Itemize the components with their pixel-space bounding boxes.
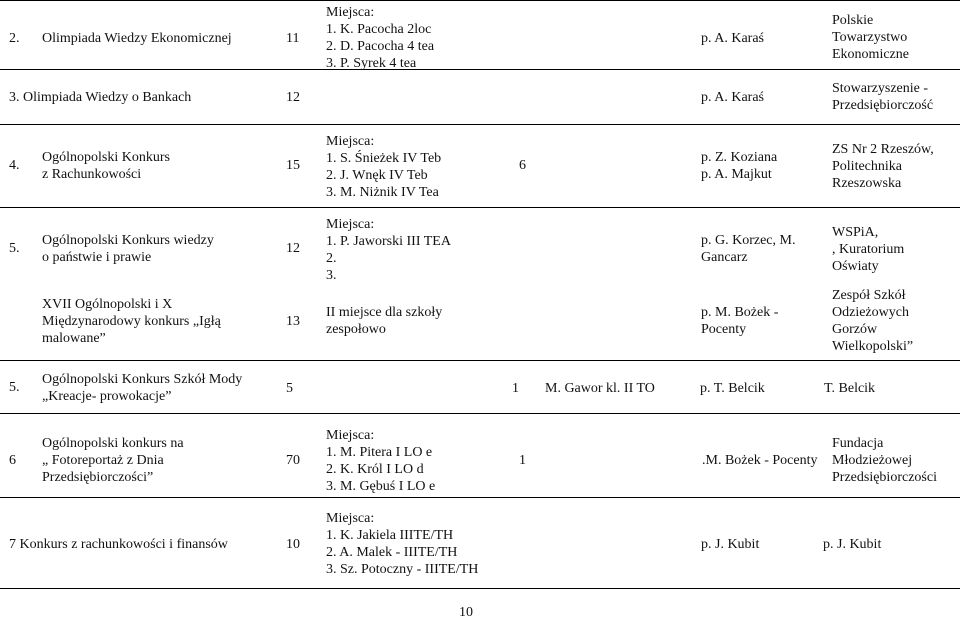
row3-organizer [832,141,934,192]
row2-participants: 12 [286,90,300,105]
row4-places-line: 1. P. Jaworski III TEA [326,234,451,249]
row4-teacher-line: Gancarz [701,250,748,265]
row1-organizer-line: Polskie [832,13,874,28]
row4-competition-line: Ogólnopolski Konkurs wiedzy [42,233,214,248]
row7-competition-line: Przedsiębiorczości” [42,470,154,485]
row4-organizer-line: WSPiA, [832,225,879,240]
row6-teacher: p. T. Belcik [700,381,765,396]
row5-competition [42,296,221,347]
row7-places [326,427,435,495]
row7-competition-line: „ Fotoreportaż z Dnia [42,453,164,468]
row4-organizer-line: , Kuratorium [832,242,905,257]
row8-organizer: p. J. Kubit [823,537,882,552]
row5-organizer [832,287,913,355]
row-divider [0,69,960,70]
row3-competition-line: z Rachunkowości [42,167,142,182]
row6-competition-line: Ogólnopolski Konkurs Szkół Mody [42,372,243,387]
row7-place: 1 [519,453,526,468]
row6-competition-line: „Kreacje- prowokacje” [42,389,172,404]
row5-teacher-line: Pocenty [701,322,747,337]
row4-places [326,216,451,284]
row1-places-line: Miejsca: [326,5,375,20]
row5-teacher [701,304,778,338]
row8-participants: 10 [286,537,300,552]
page-number: 10 [459,605,473,620]
row6-participants: 5 [286,381,293,396]
row3-places-line: 3. M. Niżnik IV Tea [326,185,439,200]
row4-places-line: 3. [326,268,337,283]
row4-organizer [832,224,904,275]
row3-teacher-line: p. Z. Koziana [701,150,778,165]
row1-competition: Olimpiada Wiedzy Ekonomicznej [42,31,232,46]
row5-teacher-line: p. M. Bożek - [701,305,779,320]
row3-competition-line: Ogólnopolski Konkurs [42,150,170,165]
row5-places-line: zespołowo [326,322,386,337]
row5-places [326,304,442,338]
row5-organizer-line: Gorzów [832,322,878,337]
row4-organizer-line: Oświaty [832,259,879,274]
row8-places [326,510,478,578]
row3-participants: 15 [286,158,300,173]
row-divider [0,497,960,498]
row5-organizer-line: Zespół Szkół [832,288,906,303]
row4-competition-line: o państwie i prawie [42,250,152,265]
row7-organizer-line: Przedsiębiorczości [832,470,937,485]
row5-competition-line: Międzynarodowy konkurs „Igłą [42,314,221,329]
row7-places-line: 2. K. Król I LO d [326,462,424,477]
row5-competition-line: XVII Ogólnopolski i X [42,297,173,312]
row2-organizer-line: Przedsiębiorczość [832,98,934,113]
row-divider [0,360,960,361]
row2-teacher: p. A. Karaś [701,90,764,105]
row7-number: 6 [9,453,16,468]
row4-teacher [701,232,795,266]
row1-number: 2. [9,31,20,46]
row3-organizer-line: Rzeszowska [832,176,902,191]
row2-organizer-line: Stowarzyszenie - [832,81,929,96]
row1-places-line: 1. K. Pacocha 2loc [326,22,432,37]
row3-places-line: 1. S. Śnieżek IV Teb [326,151,442,166]
row3-place: 6 [519,158,526,173]
row5-places-line: II miejsce dla szkoły [326,305,443,320]
row5-competition-line: malowane” [42,331,106,346]
row4-number: 5. [9,241,20,256]
row3-places [326,133,441,201]
row1-participants: 11 [286,31,300,46]
row3-organizer-line: Politechnika [832,159,902,174]
row8-places-line: 2. A. Malek - IIITE/TH [326,545,458,560]
row-divider [0,207,960,208]
row7-participants: 70 [286,453,300,468]
row7-teacher: .M. Bożek - Pocenty [702,453,818,468]
row8-places-line: 1. K. Jakiela IIITE/TH [326,528,454,543]
row7-organizer-line: Młodzieżowej [832,453,913,468]
row-divider [0,588,960,589]
row6-number: 5. [9,380,20,395]
row8-competition: 7 Konkurs z rachunkowości i finansów [9,537,228,552]
row2-competition: 3. Olimpiada Wiedzy o Bankach [9,90,192,105]
row4-competition [42,232,214,266]
row2-organizer [832,80,933,114]
row5-participants: 13 [286,314,300,329]
row1-places-line: 2. D. Pacocha 4 tea [326,39,435,54]
row3-organizer-line: ZS Nr 2 Rzeszów, [832,142,934,157]
row3-teacher-line: p. A. Majkut [701,167,772,182]
row7-places-line: 1. M. Pitera I LO e [326,445,433,460]
row6-place: 1 [512,381,519,396]
row6-organizer: T. Belcik [824,381,876,396]
row1-places-line: 3. P. Syrek 4 tea [326,56,417,71]
row3-places-line: Miejsca: [326,134,375,149]
row1-places [326,4,434,72]
row7-organizer [832,435,937,486]
row3-competition [42,149,170,183]
row4-participants: 12 [286,241,300,256]
row7-competition [42,435,184,486]
row7-places-line: 3. M. Gębuś I LO e [326,479,436,494]
row3-number: 4. [9,158,20,173]
row3-teacher [701,149,777,183]
row8-places-line: 3. Sz. Potoczny - IIITE/TH [326,562,479,577]
table-border-top [0,0,960,1]
row-divider [0,124,960,125]
row1-organizer [832,12,909,63]
row4-places-line: Miejsca: [326,217,375,232]
row1-organizer-line: Ekonomiczne [832,47,909,62]
row7-competition-line: Ogólnopolski konkurs na [42,436,184,451]
row-divider [0,413,960,414]
row5-organizer-line: Odzieżowych [832,305,909,320]
row1-teacher: p. A. Karaś [701,31,764,46]
row6-winner: M. Gawor kl. II TO [545,381,655,396]
row1-organizer-line: Towarzystwo [832,30,908,45]
row8-places-line: Miejsca: [326,511,375,526]
row6-competition [42,371,242,405]
row7-organizer-line: Fundacja [832,436,884,451]
row5-organizer-line: Wielkopolski” [832,339,914,354]
row7-places-line: Miejsca: [326,428,375,443]
row4-teacher-line: p. G. Korzec, M. [701,233,796,248]
row8-teacher: p. J. Kubit [701,537,760,552]
row4-places-line: 2. [326,251,337,266]
row3-places-line: 2. J. Wnęk IV Teb [326,168,428,183]
